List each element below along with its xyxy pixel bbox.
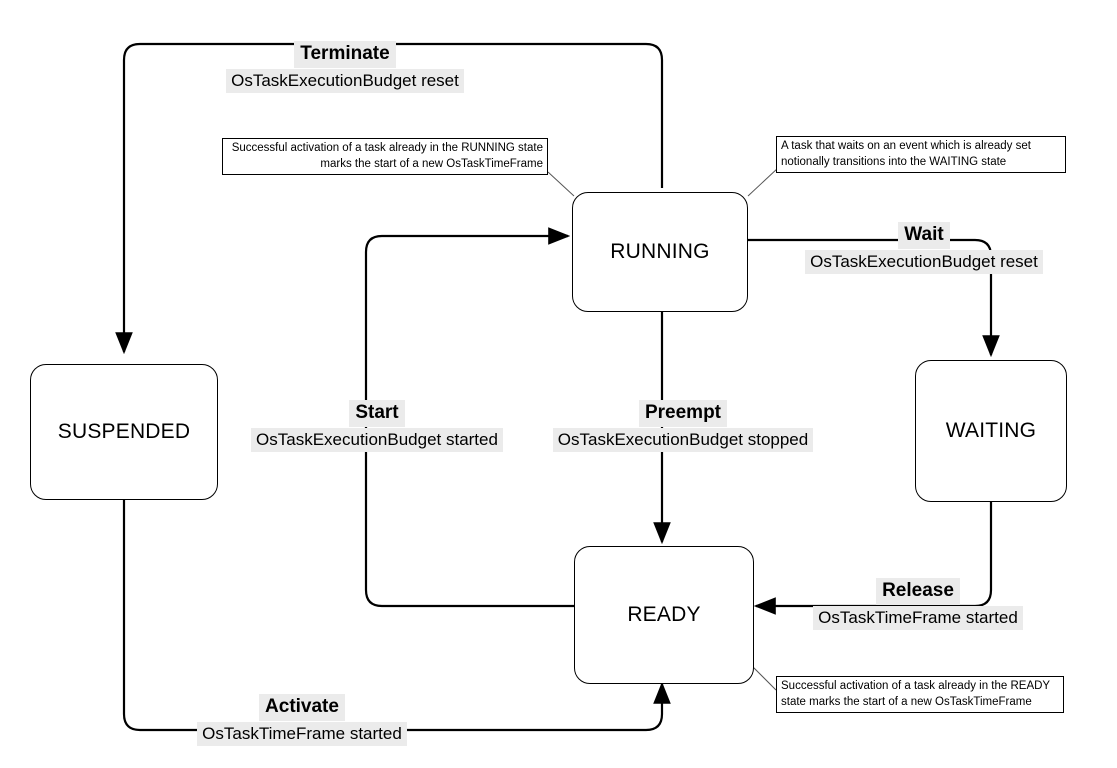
state-waiting[interactable] xyxy=(915,360,1067,502)
note-waiting-event-text: A task that waits on an event which is already set notionally transitions into the WAITING state xyxy=(781,140,1031,168)
transition-label-start xyxy=(222,400,532,452)
note-running-activation xyxy=(222,138,548,175)
state-ready-label: READY xyxy=(627,603,701,626)
transition-start-title: Start xyxy=(349,400,404,427)
transition-release-subtitle: OsTaskTimeFrame started xyxy=(813,606,1023,630)
transition-activate-title: Activate xyxy=(259,694,345,721)
state-waiting-label: WAITING xyxy=(945,419,1037,442)
transition-terminate-subtitle: OsTaskExecutionBudget reset xyxy=(226,69,464,93)
transition-wait-subtitle: OsTaskExecutionBudget reset xyxy=(805,250,1043,274)
transition-wait-title: Wait xyxy=(898,222,949,249)
state-suspended[interactable] xyxy=(30,364,218,500)
transition-label-preempt xyxy=(548,400,818,452)
transition-activate-subtitle: OsTaskTimeFrame started xyxy=(197,722,407,746)
state-running-label: RUNNING xyxy=(610,240,710,263)
transition-preempt-subtitle: OsTaskExecutionBudget stopped xyxy=(553,428,813,452)
note-waiting-event xyxy=(776,136,1066,173)
transition-label-release xyxy=(798,578,1038,630)
transition-release-title: Release xyxy=(876,578,960,605)
note-ready-activation xyxy=(776,676,1064,713)
state-ready[interactable] xyxy=(574,546,754,684)
transition-label-wait xyxy=(790,222,1058,274)
transition-label-terminate xyxy=(130,41,560,93)
transition-start-subtitle: OsTaskExecutionBudget started xyxy=(251,428,503,452)
state-running[interactable] xyxy=(572,192,748,312)
transition-preempt-title: Preempt xyxy=(639,400,727,427)
state-suspended-label: SUSPENDED xyxy=(57,420,191,443)
note-running-activation-text: Successful activation of a task already in the RUNNING state marks the start of a new OsTaskTimeFrame xyxy=(231,142,543,170)
transition-terminate-title: Terminate xyxy=(294,41,395,68)
transition-label-activate xyxy=(180,694,424,746)
note-ready-activation-text: Successful activation of a task already in the READY state marks the start of a new OsTaskTimeFrame xyxy=(781,680,1050,708)
